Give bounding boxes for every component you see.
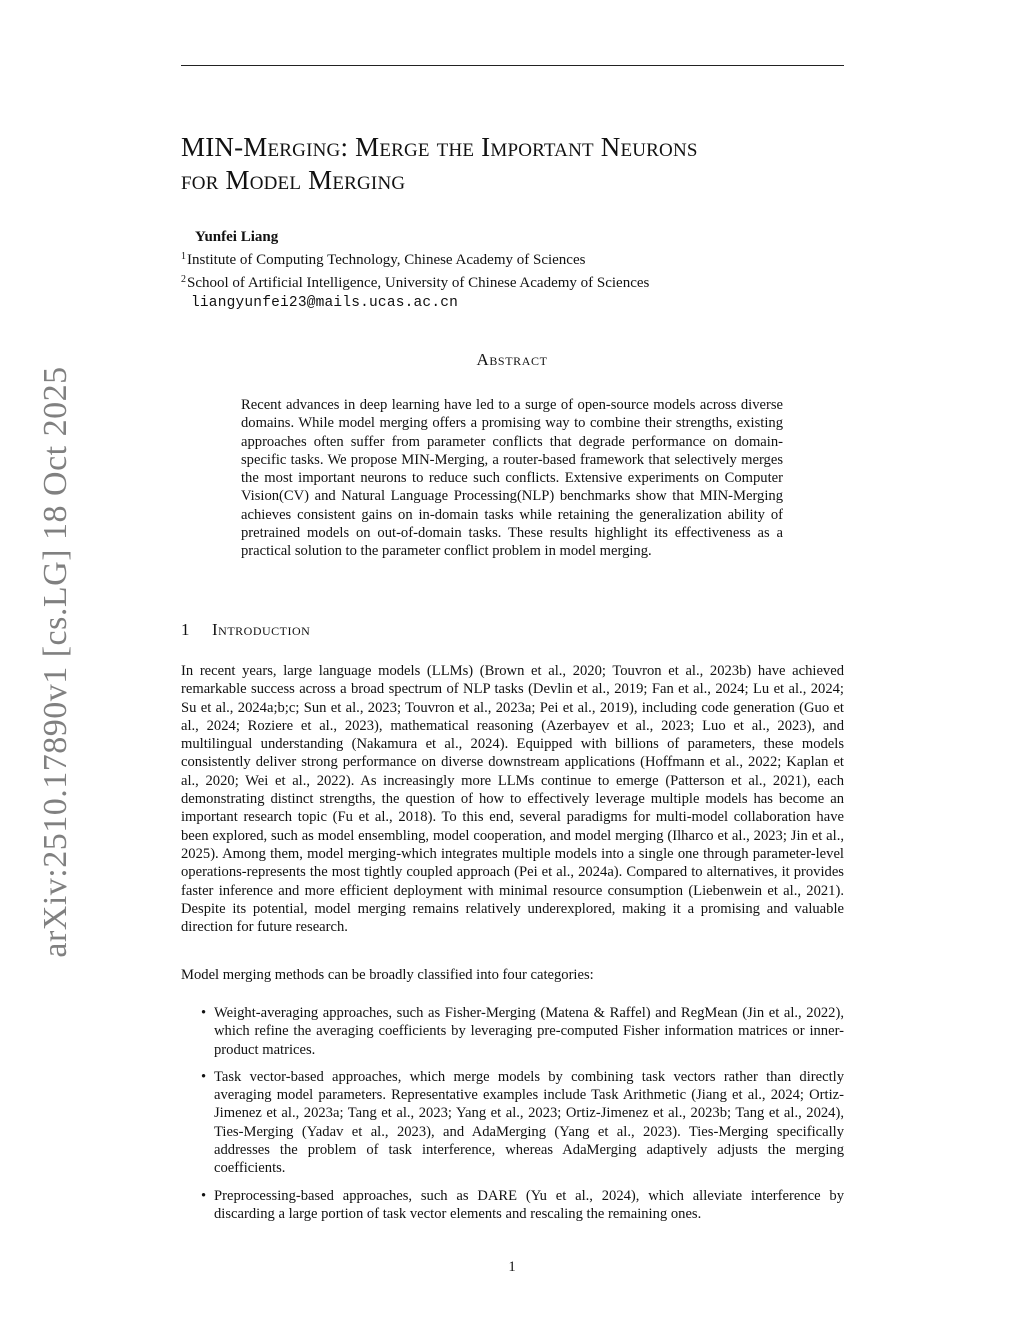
list-item — [181, 1187, 844, 1224]
affiliation-1-marker: 1 — [181, 251, 186, 262]
page-number: 1 — [508, 1259, 516, 1275]
affiliation-2-text: School of Artificial Intelligence, University of Chinese Academy of Sciences — [187, 275, 650, 291]
section-heading-introduction — [181, 620, 310, 640]
affiliation-1-text: Institute of Computing Technology, Chinese Academy of Sciences — [187, 252, 586, 268]
merging-categories-list — [181, 1004, 844, 1232]
affiliation-2-marker: 2 — [181, 274, 186, 285]
section-number: 1 — [181, 620, 190, 639]
author-block — [181, 228, 649, 313]
affiliation-2 — [181, 270, 649, 293]
list-item-text: Weight-averaging approaches, such as Fisher-Merging (Matena & Raffel) and RegMean (Jin et al., 2022), which refine the averaging coefficients by leveraging pre-computed Fisher information matrices or inner-product matrices. — [214, 1005, 844, 1058]
list-item-text: Task vector-based approaches, which merge models by combining task vectors rather than directly averaging model parameters. Representative examples include Task Arithmetic (Jiang et al., 2024; Ortiz-Jimenez et al., 2023a; Tang et al., 2023; Yang et al., 2023; Ortiz-Jimenez et al., 2023b; Tang et al., 2024), Ties-Merging (Yadav et al., 2023), and AdaMerging (Yang et al., 2023). Ties-Merging specifically addresses the problem of task interference, whereas AdaMerging adaptively adjusts the merging coefficients. — [214, 1068, 844, 1177]
abstract-text: Recent advances in deep learning have led to a surge of open-source models across diverse domains. While model merging offers a promising way to combine their strengths, existing approaches often suffer from parameter conflicts that degrade performance on domain-specific tasks. We propose MIN-Merging, a router-based framework that selectively merges the most important neurons to reduce such conflicts. Extensive experiments on Computer Vision(CV) and Natural Language Processing(NLP) benchmarks show that MIN-Merging achieves consistent gains on in-domain tasks while retaining the generalization ability of pretrained models on out-of-domain tasks. These results highlight its effectiveness as a practical solution to the parameter conflict problem in model merging. — [241, 397, 783, 560]
arxiv-identifier-stamp: arXiv:2510.17890v1 [cs.LG] 18 Oct 2025 — [37, 366, 74, 958]
affiliation-1 — [181, 247, 649, 270]
bullet-icon: • — [201, 1005, 207, 1021]
top-rule — [181, 65, 844, 66]
paper-title — [181, 131, 851, 197]
author-name: Yunfei Liang — [195, 229, 279, 245]
list-item — [181, 1068, 844, 1178]
bullet-icon: • — [201, 1187, 207, 1204]
bullet-icon: • — [201, 1068, 207, 1085]
title-line-2: for Model Merging — [181, 165, 406, 195]
title-line-1: MIN-Merging: Merge the Important Neurons — [181, 132, 698, 162]
author-email[interactable]: liangyunfei23@mails.ucas.ac.cn — [191, 295, 459, 311]
intro-paragraph-2: Model merging methods can be broadly classified into four categories: — [181, 967, 594, 983]
intro-paragraph-1: In recent years, large language models (LLMs) (Brown et al., 2020; Touvron et al., 2023b) have achieved remarkable success across a broad spectrum of NLP tasks (Devlin et al., 2019; Fan et al., 2024; Lu et al., 2024; Su et al., 2024a;b;c; Sun et al., 2023; Touvron et al., 2023a; Pei et al., 2019), including code generation (Guo et al., 2024; Roziere et al., 2023), mathematical reasoning (Azerbayev et al., 2023; Luo et al., 2023), and multilingual understanding (Nakamura et al., 2024). Equipped with billions of parameters, these models consistently deliver strong performance on diverse downstream applications (Hoffmann et al., 2022; Kaplan et al., 2020; Wei et al., 2022). As increasingly more LLMs continue to emerge (Patterson et al., 2021), each demonstrating distinct strengths, the question of how to effectively leverage multiple models has become an important research topic (Fu et al., 2018). To this end, several paradigms for multi-model collaboration have been explored, such as model ensembling, model cooperation, and model merging (Ilharco et al., 2023; Jin et al., 2025). Among them, model merging-which integrates multiple models into a single one through parameter-level operations-represents the most tightly coupled approach (Pei et al., 2024a). Compared to alternatives, it provides faster inference and more efficient deployment with minimal resource consumption (Liebenwein et al., 2021). Despite its potential, model merging remains relatively underexplored, making it a promising and valuable direction for future research. — [181, 663, 844, 936]
list-item — [181, 1004, 844, 1059]
abstract-heading: Abstract — [476, 350, 548, 369]
list-item-text: Preprocessing-based approaches, such as DARE (Yu et al., 2024), which alleviate interference by discarding a large portion of task vector elements and rescaling the remaining ones. — [214, 1187, 844, 1222]
section-title: Introduction — [212, 620, 311, 639]
